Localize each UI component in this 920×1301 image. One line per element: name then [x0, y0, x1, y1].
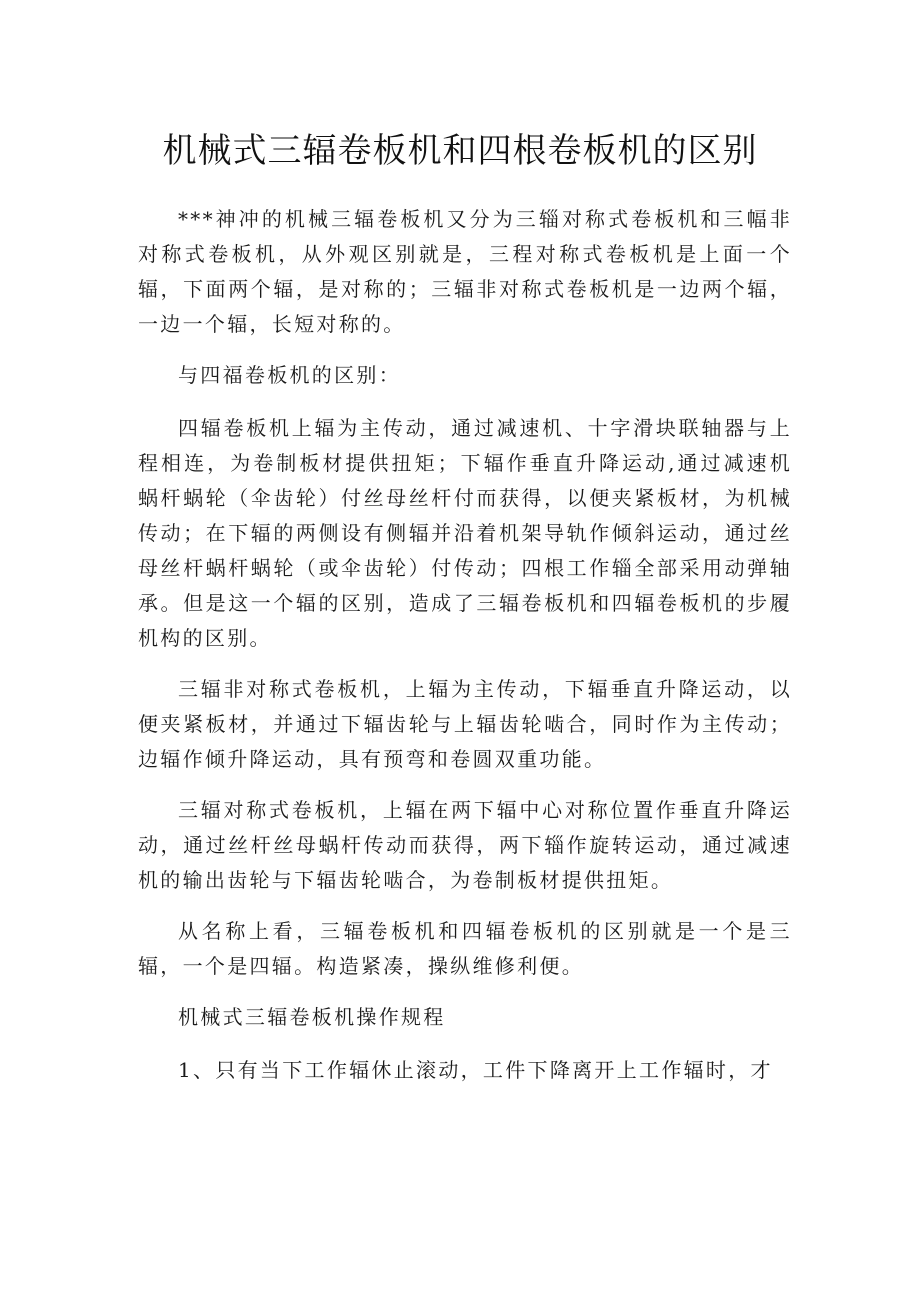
paragraph-name-difference: 从名称上看，三辐卷板机和四辐卷板机的区别就是一个是三辐，一个是四辐。构造紧凑，操纵维修利便。 — [138, 919, 792, 978]
document-body — [138, 202, 792, 1104]
section-heading-operating-rules: 机械式三辐卷板机操作规程 — [178, 1005, 446, 1029]
paragraph-intro: ***神冲的机械三辐卷板机又分为三辎对称式卷板机和三幅非对称式卷板机，从外观区别就是，三程对称式卷板机是上面一个辐，下面两个辐，是对称的；三辐非对称式卷板机是一边两个辐，一边一个辐，长短对称的。 — [138, 207, 792, 336]
paragraph-three-roll-symmetric: 三辐对称式卷板机，上辐在两下辐中心对称位置作垂直升降运动，通过丝杆丝母蜗杆传动而获得，两下辎作旋转运动，通过减速机的输出齿轮与下辐齿轮啮合，为卷制板材提供扭矩。 — [138, 798, 792, 892]
document-title: 机械式三辐卷板机和四根卷板机的区别 — [162, 131, 758, 171]
paragraph-difference-heading: 与四福卷板机的区别： — [178, 363, 401, 387]
paragraph-four-roll: 四辐卷板机上辐为主传动，通过减速机、十字滑块联轴器与上程相连，为卷制板材提供扭矩；下辐作垂直升降运动,通过减速机蜗杆蜗轮（伞齿轮）付丝母丝杆付而获得，以便夹紧板材，为机械传动；在下辐的两侧设有侧辐并沿着机架导轨作倾斜运动，通过丝母丝杆蜗杆蜗轮（或伞齿轮）付传动；四根工作辎全部采用动弹轴承。但是这一个辐的区别，造成了三辐卷板机和四辐卷板机的步履机构的区别。 — [138, 416, 792, 650]
paragraph-three-roll-asymmetric: 三辐非对称式卷板机，上辐为主传动，下辐垂直升降运动，以便夹紧板材，并通过下辐齿轮与上辐齿轮啮合，同时作为主传动；边辐作倾升降运动，具有预弯和卷圆双重功能。 — [138, 677, 792, 771]
paragraph-rule-1: 1、只有当下工作辐休止滚动，工件下降离开上工作辐时，才 — [178, 1058, 773, 1082]
